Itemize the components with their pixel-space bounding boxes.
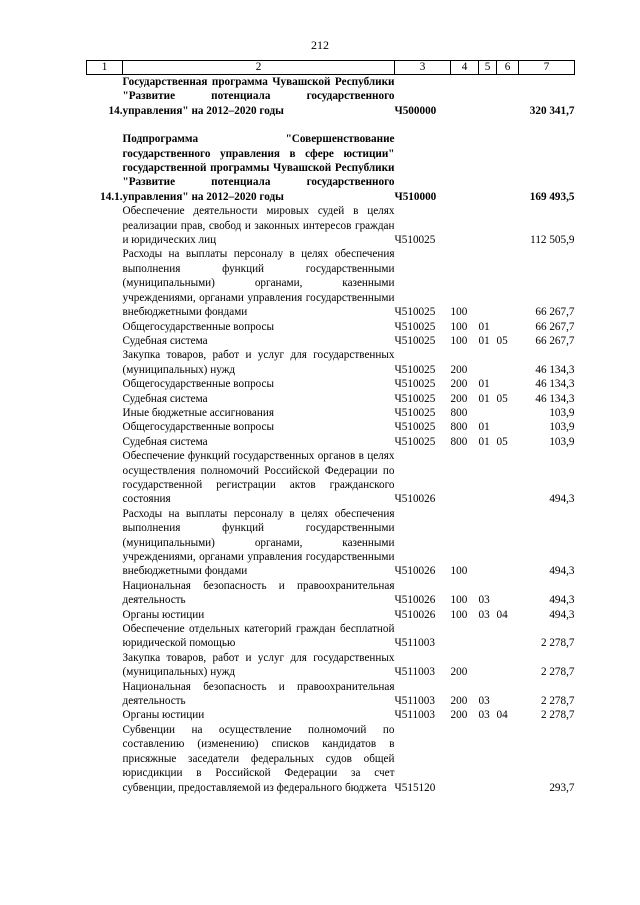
row-description: Обеспечение отдельных категорий граждан бесплатной юридической помощью [122, 623, 395, 650]
section-code [479, 247, 497, 319]
row-description: Закупка товаров, работ и услуг для государственных (муниципальных) нужд [122, 349, 395, 376]
row-description: Органы юстиции [122, 709, 205, 722]
spacer-cell [87, 118, 575, 132]
subsection-code [497, 651, 519, 680]
row-amount: 46 134,3 [535, 378, 575, 391]
section-code: 01 [478, 421, 490, 434]
col-header-1: 1 [87, 61, 123, 75]
table-row [87, 608, 575, 622]
row-description: Расходы на выплаты персоналу в целях обеспечения выполнения функций государственными (муниципальными) органами, казенными учреждениями, органами управления государственными внебюджетными фондами [122, 248, 395, 319]
row-number [87, 247, 123, 319]
row-description: Судебная система [122, 392, 208, 405]
row-amount: 2 278,7 [540, 637, 575, 650]
row-description: Общегосударственные вопросы [122, 320, 275, 333]
subsection-code [497, 204, 519, 247]
subsection-code [497, 579, 519, 608]
col-header-2: 2 [123, 61, 395, 75]
expense-type-code: 200 [450, 695, 468, 708]
expense-type-code: 200 [450, 378, 468, 391]
expense-type-code [451, 132, 479, 204]
section-code: 01 [478, 435, 490, 448]
row-description: Органы юстиции [122, 608, 205, 621]
expense-type-code: 100 [450, 608, 468, 621]
row-number [87, 622, 123, 651]
row-amount: 112 505,9 [530, 234, 575, 247]
row-amount: 320 341,7 [529, 104, 575, 117]
table-row [87, 622, 575, 651]
row-amount: 2 278,7 [540, 666, 575, 679]
subsection-code [497, 723, 519, 795]
section-code [479, 204, 497, 247]
subsection-code [497, 132, 519, 204]
target-code: Ч510025 [394, 406, 436, 419]
row-amount: 46 134,3 [535, 363, 575, 376]
subsection-code: 04 [496, 709, 508, 722]
subsection-code [497, 320, 519, 334]
table-row [87, 507, 575, 579]
section-code [479, 651, 497, 680]
target-code: Ч510025 [394, 378, 436, 391]
section-code [479, 449, 497, 507]
subsection-code [497, 622, 519, 651]
table-row [87, 204, 575, 247]
target-code: Ч510025 [394, 421, 436, 434]
expense-type-code: 100 [450, 565, 468, 578]
subsection-code [497, 449, 519, 507]
target-code: Ч510025 [394, 435, 436, 448]
target-code: Ч515120 [394, 781, 436, 794]
section-code [479, 507, 497, 579]
section-code [479, 723, 497, 795]
section-code: 01 [478, 392, 490, 405]
row-number [87, 708, 123, 722]
table-row [87, 680, 575, 709]
expense-type-code [451, 75, 479, 119]
row-number [87, 420, 123, 434]
expense-type-code: 100 [450, 306, 468, 319]
target-code: Ч511003 [394, 695, 435, 708]
subsection-code [497, 507, 519, 579]
expense-type-code: 200 [450, 392, 468, 405]
subsection-code [497, 377, 519, 391]
subsection-code: 05 [496, 435, 508, 448]
row-description: Национальная безопасность и правоохранительная деятельность [122, 680, 395, 708]
target-code: Ч510025 [394, 334, 436, 347]
row-number [87, 507, 123, 579]
row-description: Обеспечение деятельности мировых судей в целях реализации прав, свобод и законных интересов граждан и юридических лиц [122, 205, 395, 247]
row-description: Национальная безопасность и правоохранительная деятельность [122, 579, 395, 607]
expense-type-code [451, 449, 479, 507]
row-description: Субвенции на осуществление полномочий по составлению (изменению) списков кандидатов в присяжные заседатели федеральных судов общей юрисдикции в Российской Федерации за счет субвенции, предоставляемой из федерального бюджета [122, 723, 395, 794]
subsection-code: 04 [496, 608, 508, 621]
row-amount: 494,3 [549, 565, 575, 578]
row-amount: 494,3 [549, 608, 575, 621]
subsection-code [497, 348, 519, 377]
table-row [87, 435, 575, 449]
section-code: 03 [478, 594, 490, 607]
table-row [87, 420, 575, 434]
row-amount: 103,9 [549, 435, 575, 448]
subsection-code [497, 75, 519, 119]
section-code [479, 622, 497, 651]
row-amount: 46 134,3 [535, 392, 575, 405]
row-amount: 293,7 [549, 781, 575, 794]
row-amount: 66 267,7 [535, 306, 575, 319]
target-code: Ч510025 [394, 234, 436, 247]
col-header-7: 7 [519, 61, 575, 75]
row-number [87, 334, 123, 348]
expense-type-code [451, 723, 479, 795]
row-amount: 169 493,5 [529, 190, 575, 203]
table-row [87, 723, 575, 795]
table-body [87, 75, 575, 795]
expense-type-code: 200 [450, 709, 468, 722]
table-row [87, 320, 575, 334]
row-number [87, 320, 123, 334]
subsection-code [497, 406, 519, 420]
expense-type-code: 100 [450, 594, 468, 607]
subsection-code [497, 247, 519, 319]
row-description: Подпрограмма "Совершенствование государственного управления в сфере юстиции" государственной программы Чувашской Республики "Развитие потенциала государственного управления" на 2012–2020 годы [122, 133, 395, 203]
section-code: 01 [478, 320, 490, 333]
table-row [87, 579, 575, 608]
target-code: Ч511003 [394, 666, 435, 679]
target-code: Ч510026 [394, 493, 436, 506]
expense-type-code: 800 [450, 406, 468, 419]
row-number [87, 348, 123, 377]
row-description: Общегосударственные вопросы [122, 421, 275, 434]
page-number: 212 [311, 38, 329, 52]
table-row [87, 392, 575, 406]
subsection-code: 05 [496, 392, 508, 405]
row-description: Общегосударственные вопросы [122, 378, 275, 391]
expense-type-code: 800 [450, 421, 468, 434]
column-number-row [87, 61, 575, 75]
target-code: Ч510026 [394, 608, 436, 621]
table-row [87, 132, 575, 204]
row-number: 14.1. [100, 190, 123, 203]
row-amount: 494,3 [549, 594, 575, 607]
col-header-6: 6 [497, 61, 519, 75]
section-code [479, 132, 497, 204]
col-header-5: 5 [479, 61, 497, 75]
section-code: 01 [478, 334, 490, 347]
target-code: Ч510025 [394, 392, 436, 405]
row-number [87, 651, 123, 680]
expense-type-code: 200 [450, 666, 468, 679]
row-number [87, 608, 123, 622]
row-description: Судебная система [122, 435, 208, 448]
section-code [479, 406, 497, 420]
table-row [87, 75, 575, 119]
budget-table [86, 60, 575, 795]
row-description: Расходы на выплаты персоналу в целях обеспечения выполнения функций государственными (муниципальными) органами, казенными учреждениями, органами управления государственными внебюджетными фондами [122, 507, 395, 578]
table-row [87, 708, 575, 722]
section-code: 01 [478, 378, 490, 391]
expense-type-code [451, 622, 479, 651]
expense-type-code: 100 [450, 334, 468, 347]
row-amount: 2 278,7 [540, 695, 575, 708]
row-number [87, 377, 123, 391]
row-amount: 2 278,7 [540, 709, 575, 722]
target-code: Ч510025 [394, 320, 436, 333]
section-code [479, 348, 497, 377]
target-code: Ч510000 [394, 190, 437, 203]
row-number: 14. [108, 104, 123, 117]
section-spacer [87, 118, 575, 132]
row-amount: 103,9 [549, 421, 575, 434]
row-number [87, 204, 123, 247]
table-row [87, 377, 575, 391]
col-header-4: 4 [451, 61, 479, 75]
row-number [87, 680, 123, 709]
expense-type-code: 200 [450, 363, 468, 376]
target-code: Ч510026 [394, 565, 436, 578]
row-description: Судебная система [122, 334, 208, 347]
row-amount: 494,3 [549, 493, 575, 506]
row-amount: 103,9 [549, 406, 575, 419]
section-code: 03 [478, 709, 490, 722]
section-code [479, 75, 497, 119]
row-description: Обеспечение функций государственных органов в целях осуществления полномочий Российской Федерации по государственной регистрации актов гражданского состояния [122, 450, 395, 506]
col-header-3: 3 [395, 61, 451, 75]
row-number [87, 392, 123, 406]
row-number [87, 723, 123, 795]
table-row [87, 334, 575, 348]
row-description: Иные бюджетные ассигнования [122, 406, 274, 419]
table-row [87, 348, 575, 377]
row-number [87, 435, 123, 449]
expense-type-code: 100 [450, 320, 468, 333]
row-amount: 66 267,7 [535, 334, 575, 347]
row-number [87, 406, 123, 420]
target-code: Ч510025 [394, 363, 436, 376]
section-code: 03 [478, 608, 490, 621]
expense-type-code: 800 [450, 435, 468, 448]
subsection-code [497, 420, 519, 434]
target-code: Ч510026 [394, 594, 436, 607]
table-row [87, 247, 575, 319]
target-code: Ч511003 [394, 637, 435, 650]
section-code: 03 [478, 695, 490, 708]
subsection-code: 05 [496, 334, 508, 347]
row-description: Закупка товаров, работ и услуг для государственных (муниципальных) нужд [122, 651, 395, 679]
subsection-code [497, 680, 519, 709]
row-number [87, 449, 123, 507]
target-code: Ч500000 [394, 104, 437, 117]
expense-type-code [451, 204, 479, 247]
row-description: Государственная программа Чувашской Республики "Развитие потенциала государственного управления" на 2012–2020 годы [122, 76, 395, 117]
row-amount: 66 267,7 [535, 320, 575, 333]
table-row [87, 449, 575, 507]
target-code: Ч510025 [394, 306, 436, 319]
target-code: Ч511003 [394, 709, 435, 722]
row-number [87, 579, 123, 608]
table-row [87, 651, 575, 680]
table-row [87, 406, 575, 420]
